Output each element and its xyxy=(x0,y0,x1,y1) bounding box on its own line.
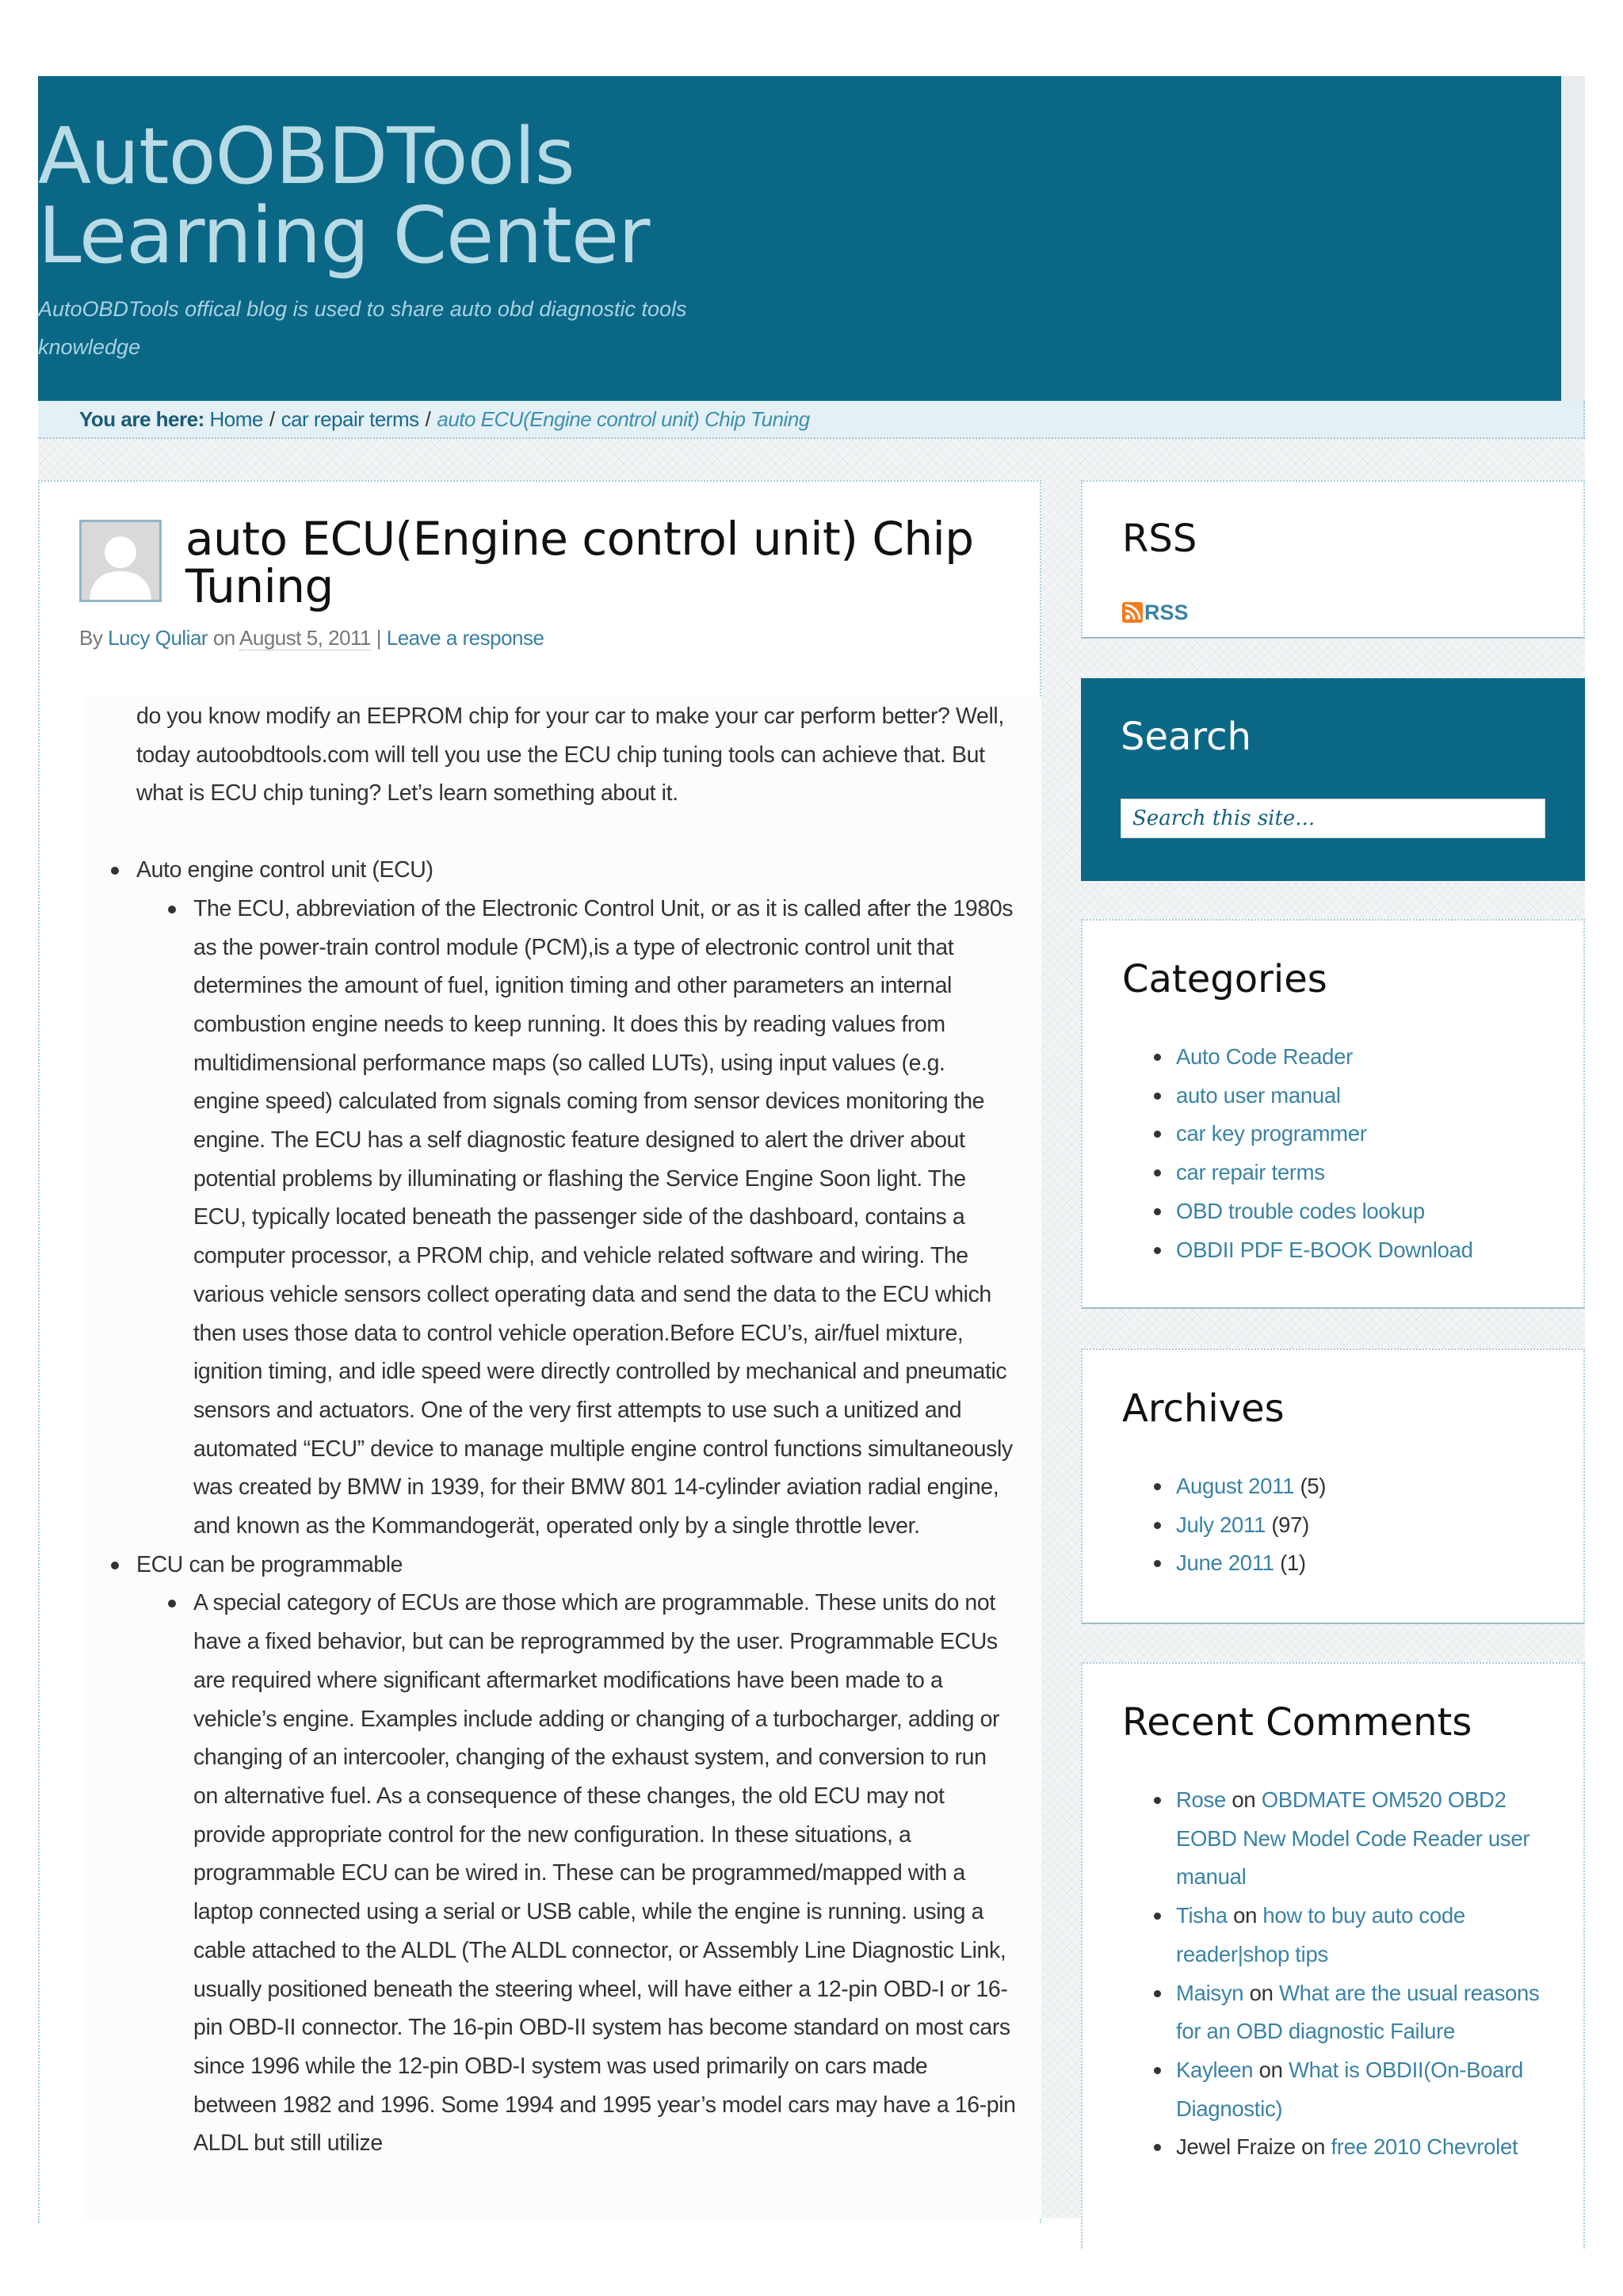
search-input[interactable] xyxy=(1121,799,1545,838)
recent-comment-item xyxy=(1176,1781,1549,1897)
section-heading-ecu xyxy=(136,851,1016,1546)
leave-response-link[interactable]: Leave a response xyxy=(386,626,544,650)
search-widget xyxy=(1081,678,1585,881)
author-link[interactable]: Lucy Quliar xyxy=(108,626,208,650)
comment-on-text: on xyxy=(1301,2134,1326,2160)
rss-link[interactable] xyxy=(1122,601,1189,625)
category-item[interactable] xyxy=(1176,1231,1473,1270)
recent-comment-item xyxy=(1176,2051,1549,2128)
category-link[interactable]: auto user manual xyxy=(1176,1082,1341,1108)
category-item[interactable] xyxy=(1176,1115,1473,1154)
archive-link[interactable]: August 2011 xyxy=(1176,1474,1295,1498)
site-title-line2[interactable]: Learning Center xyxy=(38,191,650,281)
breadcrumb-label: You are here: xyxy=(79,407,204,431)
category-link[interactable]: OBDII PDF E-BOOK Download xyxy=(1176,1237,1473,1262)
archive-item xyxy=(1176,1544,1326,1583)
comment-post-link[interactable]: What is OBDII(On-Board Diagnostic) xyxy=(1176,2057,1523,2121)
breadcrumb-separator: / xyxy=(269,407,275,431)
archive-link[interactable]: July 2011 xyxy=(1176,1512,1266,1537)
category-item[interactable] xyxy=(1176,1038,1473,1077)
archives-widget-title: Archives xyxy=(1122,1386,1285,1431)
breadcrumb-separator: / xyxy=(425,407,431,431)
byline-on: on xyxy=(212,626,235,650)
categories-list xyxy=(1176,1038,1473,1269)
comment-post-link[interactable]: What are the usual reasons for an OBD diagnostic Failure xyxy=(1176,1980,1540,2044)
site-title-line1[interactable]: AutoOBDTools xyxy=(38,112,575,202)
site-title[interactable] xyxy=(38,112,910,281)
section-paragraph-programmable: A special category of ECUs are those which are programmable. These units do not have a fixed behavior, but can be reprogrammed by the user. Programmable ECUs are required where significant aftermarket modifications have been made to a vehicle’s engine. Examples include adding or changing of a turbocharger, adding or changing of an intercooler, changing of the exhaust system, and conversion to run on alternative fuel. As a consequence of these changes, the old ECU may not provide appropriate control for the new configuration. In these situations, a programmable ECU can be wired in. These can be programmed/mapped with a laptop connected using a serial or USB cable, while the engine is running. using a cable attached to the ALDL (The ALDL connector, or Assembly Line Diagnostic Link, usually positioned beneath the steering wheel, will have either a 12-pin OBD-I or 16-pin OBD-II connector. The 16-pin OBD-II system has become standard on most cars since 1996 while the 12-pin OBD-I system was used primarily on cars made between 1982 and 1996. Some 1994 and 1995 year’s model cars may have a 16-pin ALDL but still utilize xyxy=(193,1584,1016,2163)
category-item[interactable] xyxy=(1176,1192,1473,1231)
section-heading-text: Auto engine control unit (ECU) xyxy=(136,857,433,883)
byline-by: By xyxy=(79,626,103,650)
breadcrumb-current: auto ECU(Engine control unit) Chip Tuning xyxy=(437,407,810,431)
section-paragraph-ecu: The ECU, abbreviation of the Electronic Control Unit, or as it is called after the 1980s as the power-train control module (PCM),is a type of electronic control unit that determines the amount of fuel, ignition timing and other parameters an internal combustion engine needs to keep running. It does this by reading values from multidimensional performance maps (so called LUTs), using input values (e.g. engine speed) calculated from signals coming from sensor devices monitoring the engine. The ECU has a self diagnostic feature designed to alert the driver about potential problems by illuminating or flashing the Service Engine Soon light. The ECU, typically located beneath the passenger side of the dashboard, contains a computer processor, a PROM chip, and vehicle related software and wiring. The various vehicle sensors collect operating data and send the data to the ECU which then uses those data to control vehicle operation.Before ECU’s, air/fuel mixture, ignition timing, and idle speed were directly controlled by mechanical and pneumatic sensors and actuators. One of the very first attempts to use such a unitized and automated “ECU” device to manage multiple engine control functions simultaneously was created by BMW in 1939, for their BMW 801 14-cylinder aviation radial engine, and known as the Kommandogerät, operated only by a single throttle lever. xyxy=(193,890,1016,1546)
comment-post-link[interactable]: free 2010 Chevrolet xyxy=(1331,2134,1518,2160)
archive-item xyxy=(1176,1506,1326,1545)
archives-list xyxy=(1176,1467,1326,1583)
archive-count: (5) xyxy=(1300,1474,1327,1498)
comment-post-link[interactable]: how to buy auto code reader|shop tips xyxy=(1176,1903,1465,1966)
category-link[interactable]: Auto Code Reader xyxy=(1176,1044,1353,1069)
archive-item xyxy=(1176,1467,1326,1506)
post-byline xyxy=(79,626,544,650)
categories-widget xyxy=(1081,919,1585,1309)
header-edge xyxy=(1561,76,1585,401)
author-avatar[interactable] xyxy=(79,520,162,602)
section-sublist xyxy=(193,890,1016,1546)
comment-on-text: on xyxy=(1232,1787,1256,1812)
post-content xyxy=(136,697,1016,2163)
section-sublist xyxy=(193,1584,1016,2163)
default-avatar-icon xyxy=(82,522,159,600)
archive-count: (1) xyxy=(1280,1550,1306,1576)
comment-on-text: on xyxy=(1233,1903,1258,1928)
comment-author-link[interactable]: Maisyn xyxy=(1176,1980,1244,2005)
comment-on-text: on xyxy=(1258,2057,1283,2082)
categories-widget-title: Categories xyxy=(1122,957,1327,1001)
section-heading-text: ECU can be programmable xyxy=(136,1551,403,1577)
category-link[interactable]: car key programmer xyxy=(1176,1121,1367,1146)
recent-comment-item xyxy=(1176,1897,1549,1974)
category-item[interactable] xyxy=(1176,1154,1473,1192)
rss-widget xyxy=(1081,480,1585,639)
recent-comment-item xyxy=(1176,2128,1549,2167)
site-description: AutoOBDTools offical blog is used to share auto obd diagnostic tools knowledge xyxy=(38,297,687,359)
recent-comments-widget xyxy=(1081,1662,1585,2248)
archive-link[interactable]: June 2011 xyxy=(1176,1550,1274,1576)
post-intro: do you know modify an EEPROM chip for your car to make your car perform better? Well, today autoobdtools.com will tell you use the ECU chip tuning tools can achieve that. But what is ECU chip tuning? Let’s learn something about it. xyxy=(136,704,1004,807)
recent-comments-widget-title: Recent Comments xyxy=(1122,1700,1472,1745)
rss-feed-icon xyxy=(1122,602,1143,623)
post-date: August 5, 2011 xyxy=(239,626,372,650)
comment-post-link[interactable]: OBDMATE OM520 OBD2 EOBD New Model Code Reader user manual xyxy=(1176,1787,1530,1890)
rss-link-label[interactable]: RSS xyxy=(1144,601,1189,624)
search-widget-title: Search xyxy=(1121,715,1251,759)
comment-on-text: on xyxy=(1249,1980,1274,2005)
byline-separator: | xyxy=(376,626,382,650)
comment-author-text: Jewel Fraize xyxy=(1176,2134,1296,2160)
comment-author-link[interactable]: Tisha xyxy=(1176,1903,1228,1928)
category-item[interactable] xyxy=(1176,1077,1473,1116)
comment-author-link[interactable]: Rose xyxy=(1176,1787,1226,1812)
post-title[interactable]: auto ECU(Engine control unit) Chip Tuning xyxy=(185,512,974,613)
post-section-list xyxy=(136,851,1016,2163)
section-heading-programmable xyxy=(136,1546,1016,2163)
recent-comment-item xyxy=(1176,1974,1549,2051)
breadcrumb xyxy=(38,401,1585,439)
breadcrumb-category-link[interactable]: car repair terms xyxy=(281,407,419,431)
archive-count: (97) xyxy=(1271,1512,1310,1537)
breadcrumb-home-link[interactable]: Home xyxy=(209,407,263,431)
comment-author-link[interactable]: Kayleen xyxy=(1176,2057,1254,2082)
category-link[interactable]: OBD trouble codes lookup xyxy=(1176,1198,1425,1223)
category-link[interactable]: car repair terms xyxy=(1176,1160,1325,1185)
archives-widget xyxy=(1081,1348,1585,1624)
recent-comments-list xyxy=(1176,1781,1549,2167)
rss-widget-title: RSS xyxy=(1122,517,1197,561)
